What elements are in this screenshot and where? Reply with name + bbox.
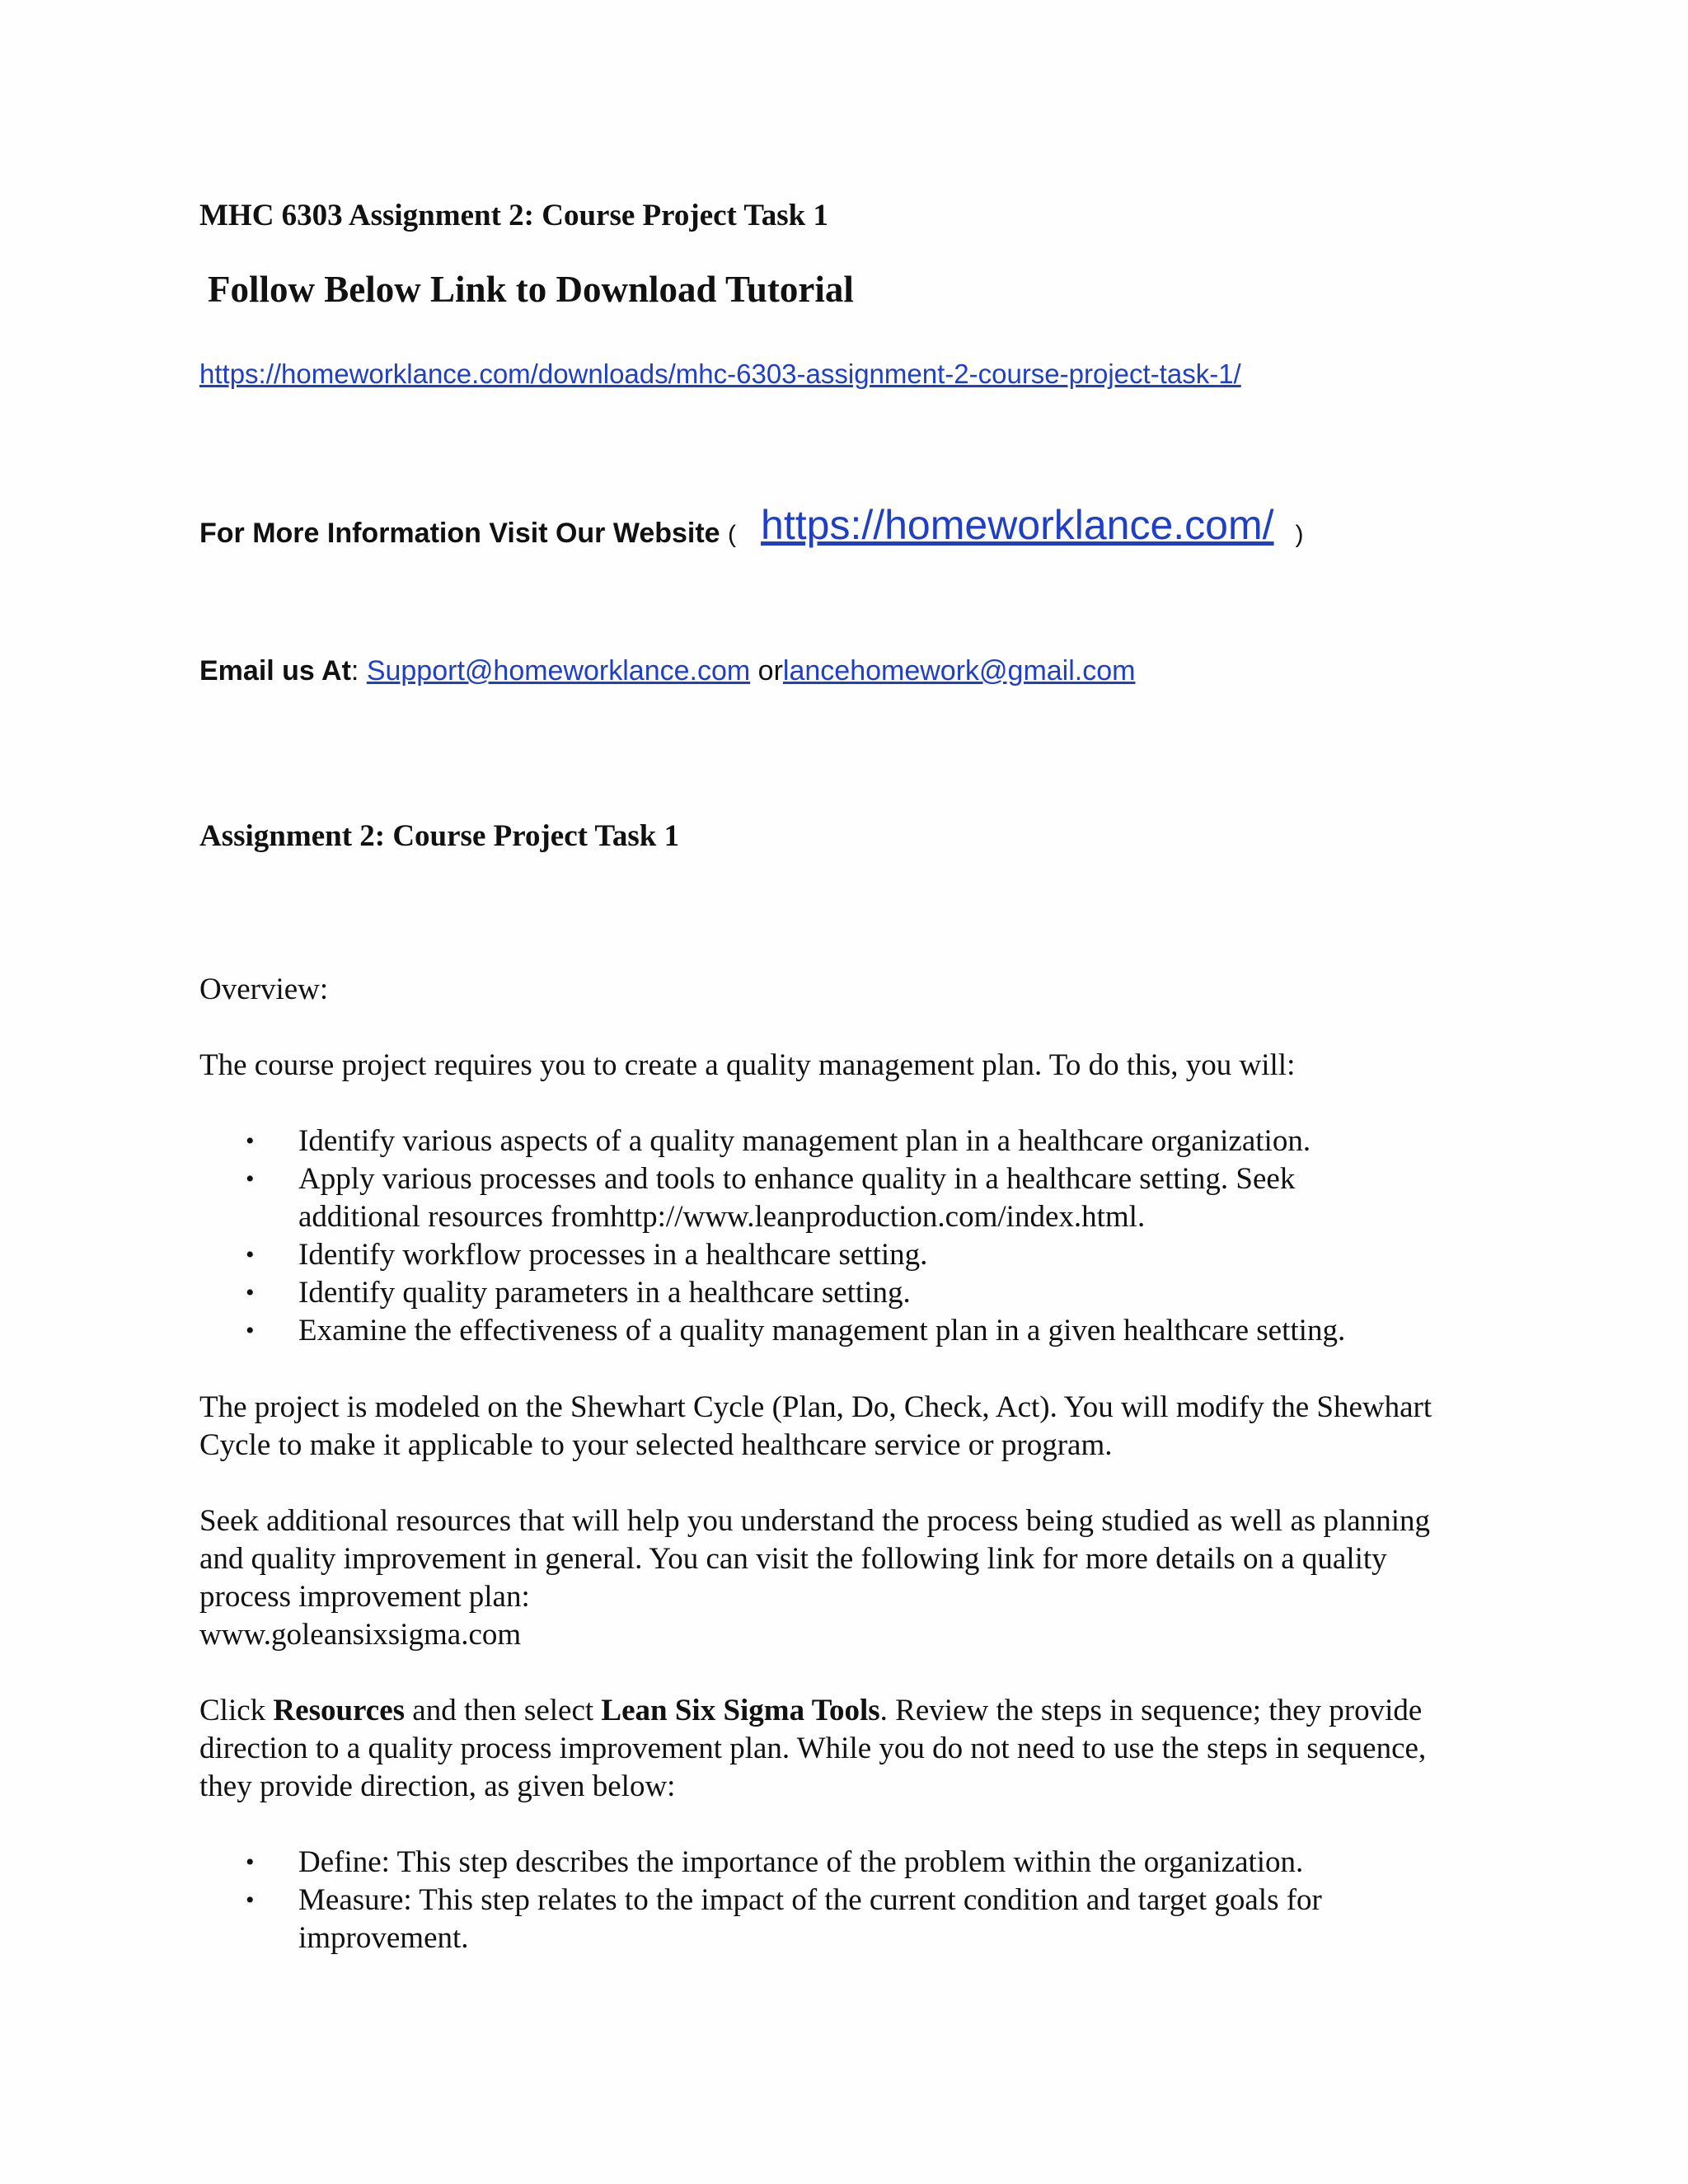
list-item: • Identify various aspects of a quality management plan in a healthcare organization.	[199, 1122, 1419, 1160]
assignment-title: Assignment 2: Course Project Task 1	[199, 819, 680, 853]
click-prefix: Click	[199, 1694, 274, 1727]
list-item: • Define: This step describes the importance of the problem within the organization.	[199, 1844, 1419, 1882]
shewhart-paragraph: The project is modeled on the Shewhart Cycle (Plan, Do, Check, Act). You will modify the Shewhart Cycle to make it applicable to your selected healthcare service or program.	[199, 1390, 1432, 1462]
support-email-link[interactable]: Support@homeworklance.com	[366, 655, 751, 687]
website-info-row	[199, 504, 1304, 552]
list-item: • Examine the effectiveness of a quality management plan in a given healthcare setting.	[199, 1312, 1419, 1350]
email-label: Email us At	[199, 655, 351, 687]
website-info-label: For More Information Visit Our Website	[199, 518, 720, 549]
goleansixsigma-link[interactable]: www.goleansixsigma.com	[199, 1618, 522, 1652]
click-mid: and then select	[405, 1694, 602, 1727]
overview-label: Overview:	[199, 972, 329, 1006]
list-item: • Identify workflow processes in a healthcare setting.	[199, 1236, 1419, 1274]
close-paren: )	[1295, 521, 1304, 548]
steps-list	[199, 1844, 1419, 1957]
resources-term: Resources	[273, 1694, 406, 1727]
email-row	[199, 655, 1135, 687]
list-item: • Identify quality parameters in a healthcare setting.	[199, 1274, 1419, 1312]
website-link[interactable]: https://homeworklance.com/	[761, 502, 1274, 548]
list-item: • Measure: This step relates to the impact of the current condition and target goals for improvement.	[199, 1882, 1419, 1957]
list-item: • Apply various processes and tools to enhance quality in a healthcare setting. Seek additional resources fromhttp://www.leanproduction.com/index.html.	[199, 1160, 1419, 1236]
seek-paragraph: Seek additional resources that will help you understand the process being studied as well as planning and quality improvement in general. You can visit the following link for more details on a quality process improvement plan:	[199, 1504, 1431, 1614]
intro-paragraph: The course project requires you to create a quality management plan. To do this, you will:	[199, 1048, 1296, 1082]
document-title: MHC 6303 Assignment 2: Course Project Task 1	[199, 199, 828, 232]
lean-six-sigma-tools-term: Lean Six Sigma Tools	[601, 1694, 880, 1727]
email-colon: :	[350, 655, 359, 687]
download-link[interactable]: https://homeworklance.com/downloads/mhc-6303-assignment-2-course-project-task-1/	[199, 359, 1241, 389]
objectives-list	[199, 1122, 1419, 1350]
click-suffix: . Review the steps in sequence; they provide direction to a quality process improvement plan. While you do not need to use the steps in sequence, they provide direction, as given below:	[199, 1694, 1427, 1803]
email-or: or	[757, 655, 783, 687]
tutorial-heading: Follow Below Link to Download Tutorial	[208, 269, 854, 310]
click-paragraph	[199, 1692, 1485, 1806]
secondary-email-link[interactable]: lancehomework@gmail.com	[782, 655, 1136, 687]
open-paren: (	[728, 521, 737, 548]
